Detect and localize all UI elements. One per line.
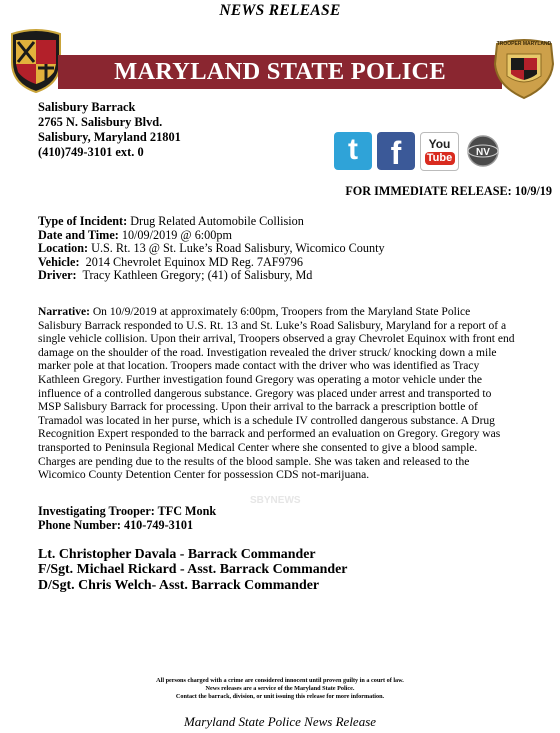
contact-info [38, 505, 216, 532]
incident-vehicle-value: 2014 Chevrolet Equinox MD Reg. 7AF9796 [85, 254, 303, 269]
address-line-1: Salisbury Barrack [38, 100, 136, 114]
incident-type-value: Drug Related Automobile Collision [130, 214, 304, 228]
phone-number: Phone Number: 410-749-3101 [38, 517, 194, 532]
narrative-line-1 [38, 306, 558, 320]
globe-icon [464, 132, 502, 170]
narrative-line: Tramadol was located in her purse, which is a schedule IV controlled dangerous substance. A Drug [38, 414, 495, 427]
incident-driver-value: Tracy Kathleen Gregory; (41) of Salisbury, Md [82, 268, 313, 283]
youtube-tube: Tube [425, 152, 455, 165]
narrative-line: transported to Peninsula Regional Medical Center where she consented to give a blood sample. [38, 441, 478, 454]
incident-vehicle [38, 256, 385, 270]
narrative-line: Recognition Expert responded to the barrack and performed an evaluation on Gregory. Gregory was [38, 428, 501, 441]
youtube-you: You [428, 137, 451, 151]
commander-line: Lt. Christopher Davala - Barrack Commander [38, 547, 316, 562]
incident-location-value: U.S. Rt. 13 @ St. Luke’s Road Salisbury, Wicomico County [91, 241, 385, 256]
incident-location-label: Location: [38, 241, 89, 256]
disclaimer-line: News releases are a service of the Maryland State Police. [205, 685, 355, 693]
narrative-line: marker pole at that location. Troopers made contact with the driver who was identified as Tracy [38, 360, 480, 373]
disclaimer-line: Contact the barrack, division, or unit issuing this release for more information. [175, 693, 385, 701]
narrative [38, 306, 558, 483]
disclaimer [0, 677, 560, 702]
footer-title: Maryland State Police News Release [183, 714, 377, 729]
release-date: 10/9/19 [514, 184, 552, 198]
incident-datetime-value: 10/09/2019 @ 6:00pm [121, 227, 232, 242]
address-line-2: 2765 N. Salisbury Blvd. [38, 115, 163, 129]
incident-details [38, 215, 385, 283]
narrative-line: single vehicle collision. Upon their arrival, Troopers observed a gray Chevrolet Equinox with front end [38, 333, 515, 346]
incident-type [38, 215, 385, 229]
commanders-list [38, 547, 347, 593]
commander-line: F/Sgt. Michael Rickard - Asst. Barrack Commander [38, 562, 348, 578]
social-extra-icon[interactable] [464, 132, 502, 170]
narrative-line: Kathleen Gregory. Further investigation found Gregory was operating a motor vehicle under the [38, 373, 482, 386]
incident-type-label: Type of Incident: [38, 214, 128, 228]
narrative-text: On 10/9/2019 at approximately 6:00pm, Troopers from the Maryland State Police [92, 306, 471, 318]
agency-banner: MARYLAND STATE POLICE [58, 55, 502, 89]
twitter-letter: t [348, 133, 358, 166]
narrative-line: Wicomico County Detention Center for possession CDS not-marijuana. [38, 469, 370, 482]
watermark: SBYNEWS [250, 495, 301, 506]
facebook-icon[interactable] [377, 132, 415, 170]
barrack-address [38, 100, 181, 160]
news-release-title: NEWS RELEASE [219, 2, 341, 19]
address-line-4: (410)749-3101 ext. 0 [38, 145, 144, 159]
investigating-trooper: Investigating Trooper: TFC Monk [38, 504, 217, 518]
narrative-line: damage on the shoulder of the road. Investigation revealed the driver struck/ knocking down a mile [38, 346, 497, 359]
incident-driver-label: Driver: [38, 268, 77, 283]
incident-datetime [38, 229, 385, 243]
badge-text: TROOPER MARYLAND [496, 41, 552, 47]
release-label: FOR IMMEDIATE RELEASE: [345, 184, 512, 198]
incident-location [38, 242, 385, 256]
twitter-icon[interactable] [334, 132, 372, 170]
narrative-line: influence of a controlled dangerous substance. Gregory was placed under arrest and transported to [38, 387, 492, 400]
narrative-line: Charges are pending due to the results of the blood sample. She was taken and released to the [38, 455, 470, 468]
release-date-line [304, 184, 552, 199]
incident-vehicle-label: Vehicle: [38, 254, 80, 269]
narrative-line: MSP Salisbury Barrack for processing. Upon their arrival to the barrack a prescription bottle of [38, 401, 478, 414]
disclaimer-line: All persons charged with a crime are considered innocent until proven guilty in a court of law. [156, 677, 404, 684]
incident-datetime-label: Date and Time: [38, 227, 119, 242]
facebook-letter: f [390, 135, 402, 171]
incident-driver [38, 269, 385, 283]
social-extra-text: NV [476, 147, 490, 158]
address-line-3: Salisbury, Maryland 21801 [38, 130, 181, 144]
commander-line: D/Sgt. Chris Welch- Asst. Barrack Commander [38, 577, 320, 593]
narrative-line: Salisbury Barrack responded to U.S. Rt. 13 and St. Luke’s Road Salisbury, Maryland for a report of a [38, 319, 507, 332]
youtube-icon[interactable] [420, 132, 459, 171]
narrative-label: Narrative: [38, 306, 90, 318]
